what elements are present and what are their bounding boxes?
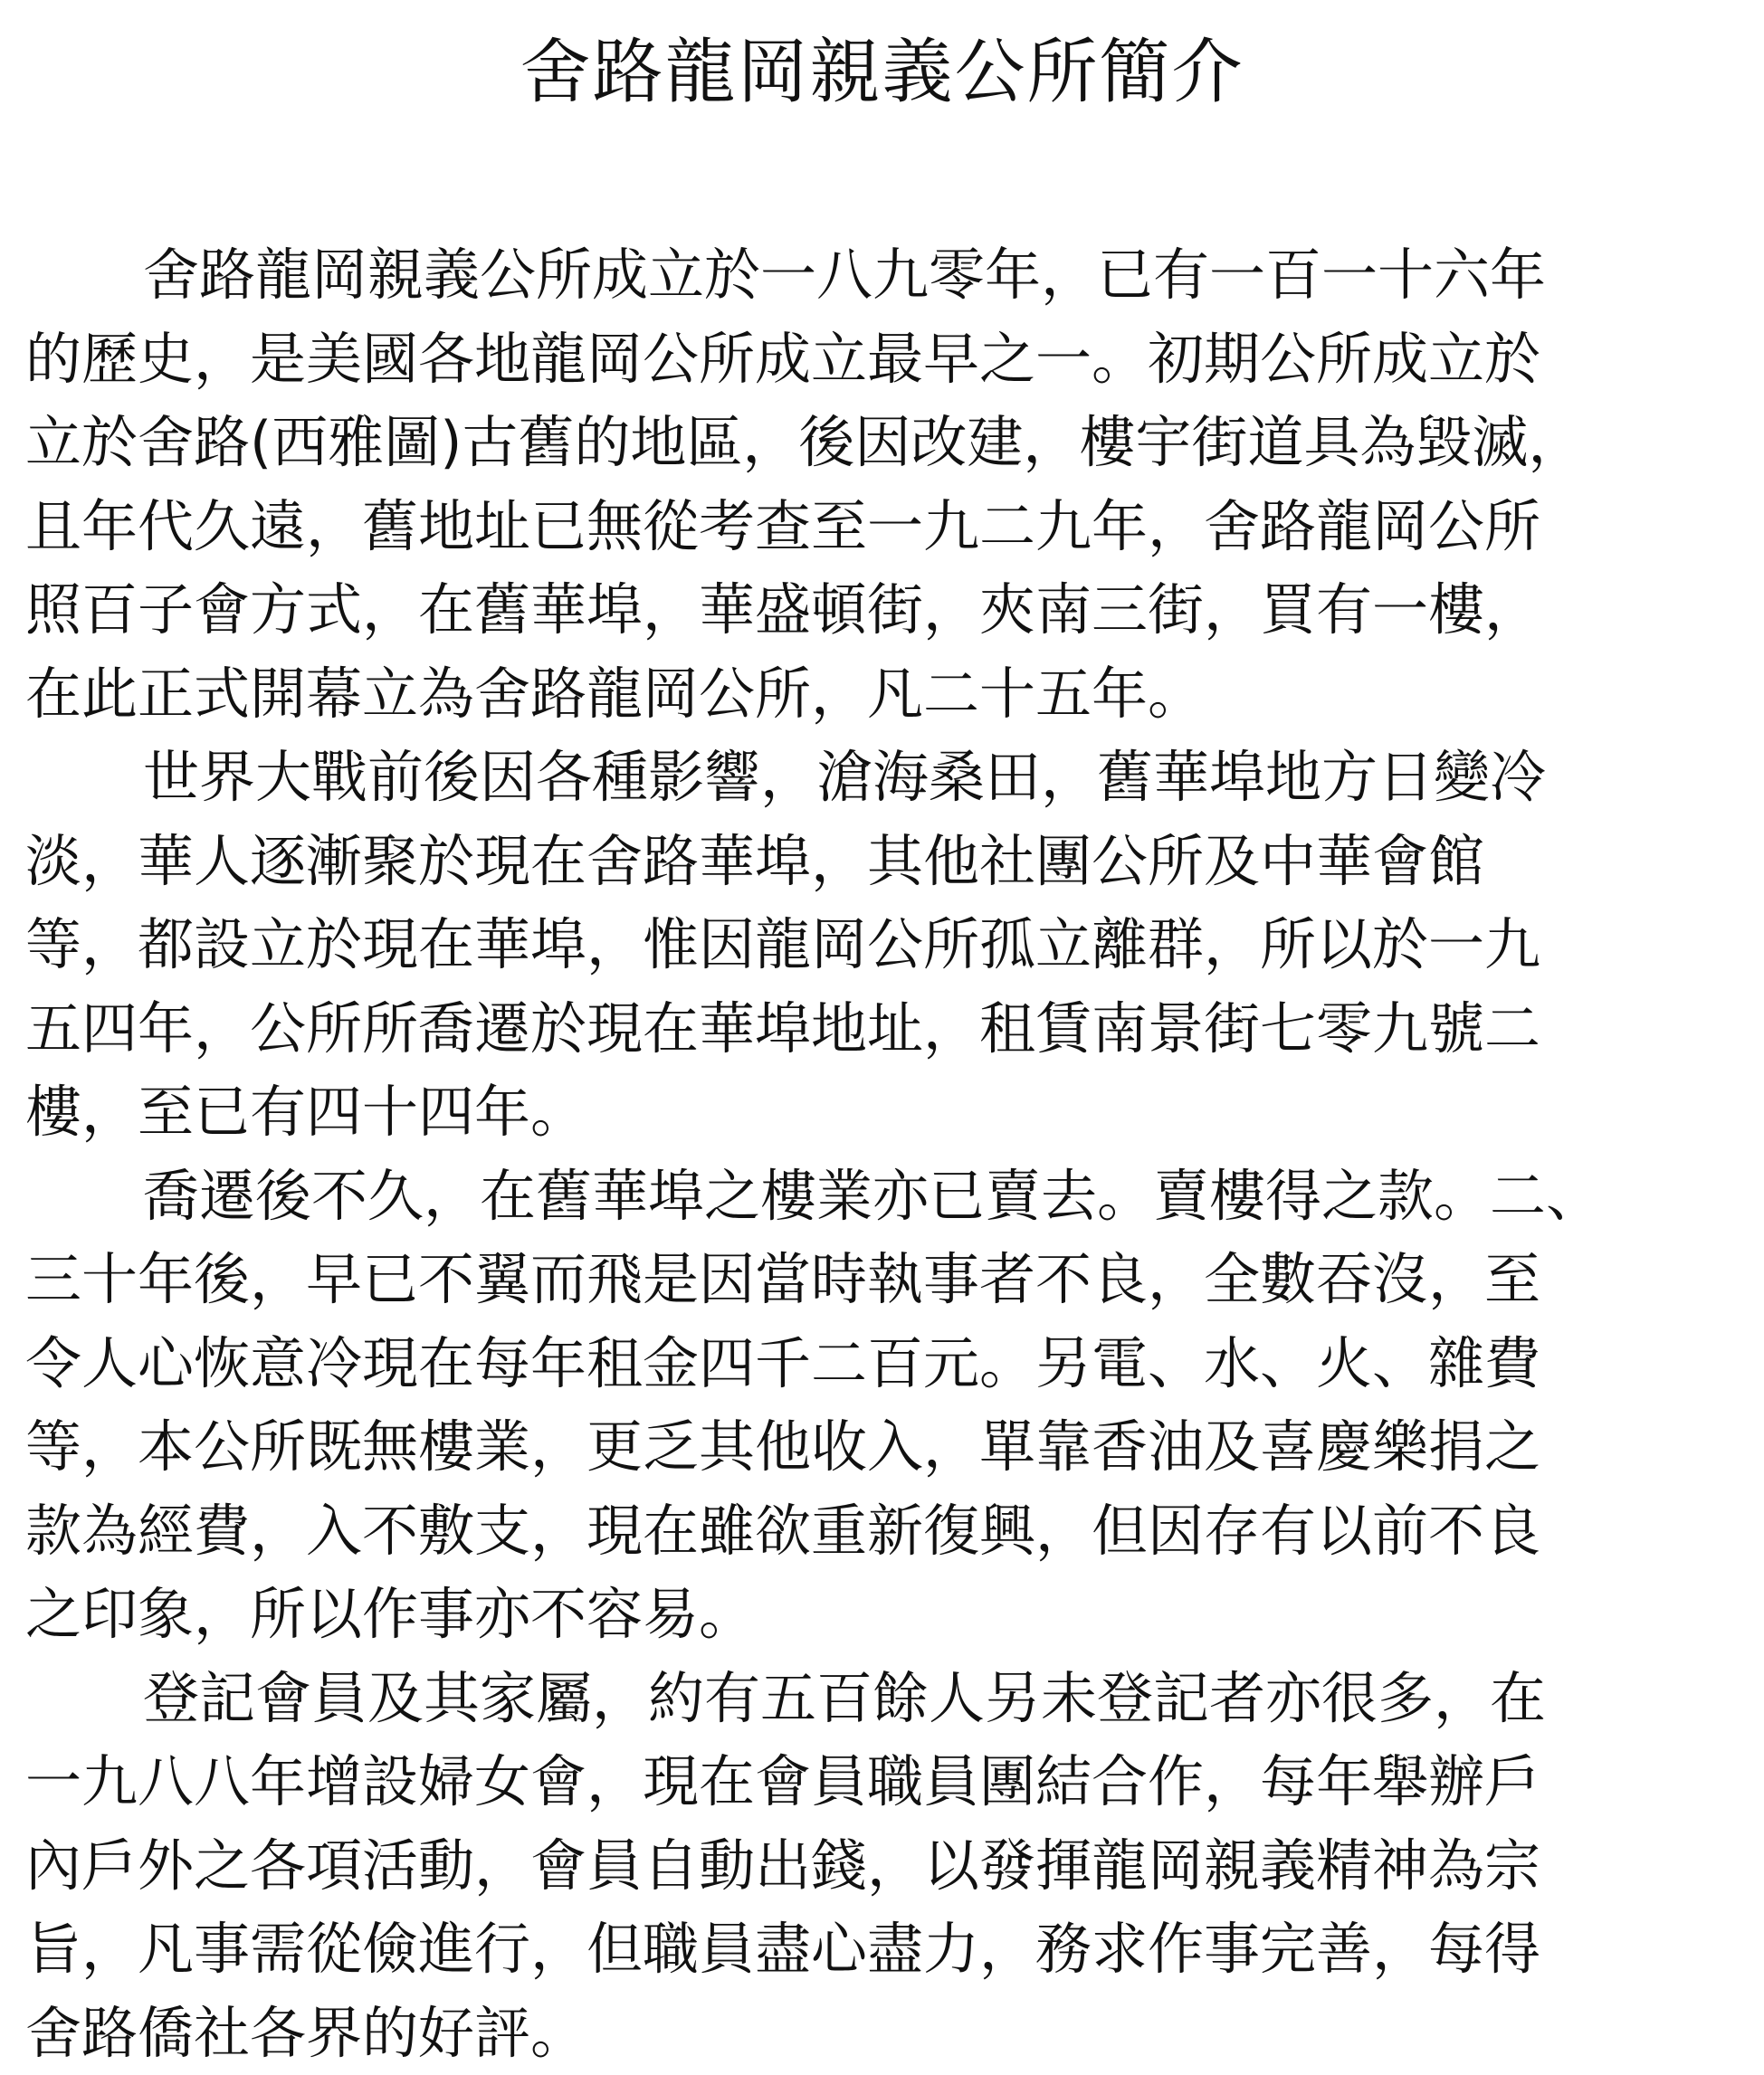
body-text-line: 五四年，公所所喬遷於現在華埠地址，租賃南景街七零九號二 [25,987,1739,1071]
body-text-line: 登記會員及其家屬，約有五百餘人另未登記者亦很多，在 [25,1657,1739,1741]
body-text-line: 淡，華人逐漸聚於現在舍路華埠，其他社團公所及中華會館 [25,820,1739,904]
document-title: 舍路龍岡親義公所簡介 [25,27,1739,118]
body-text-line: 立於舍路(西雅圖)古舊的地區，後因改建，樓宇街道具為毀滅， [25,401,1739,485]
body-text-line: 內戶外之各項活動，會員自動出錢，以發揮龍岡親義精神為宗 [25,1824,1739,1908]
body-text-line: 的歷史，是美國各地龍岡公所成立最早之一。初期公所成立於 [25,318,1739,402]
body-text-line: 令人心恢意冷現在每年租金四千二百元。另電、水、火、雜費 [25,1322,1739,1406]
body-text-line: 旨，凡事需從儉進行，但職員盡心盡力，務求作事完善，每得 [25,1908,1739,1992]
body-text-line: 且年代久遠，舊地址已無從考查至一九二九年，舍路龍岡公所 [25,485,1739,569]
body-text-line: 等，本公所既無樓業，更乏其他收入，單靠香油及喜慶樂捐之 [25,1405,1739,1490]
body-text-line: 在此正式開幕立為舍路龍岡公所，凡二十五年。 [25,652,1739,737]
body-text-line: 喬遷後不久，在舊華埠之樓業亦已賣去。賣樓得之款。二、 [25,1155,1739,1239]
body-text-line: 之印象，所以作事亦不容易。 [25,1573,1739,1657]
body-text-line: 照百子會方式，在舊華埠，華盛頓街，夾南三街，買有一樓， [25,568,1739,652]
body-text-line: 舍路龍岡親義公所成立於一八九零年，已有一百一十六年 [25,233,1739,318]
body-text-line: 一九八八年增設婦女會，現在會員職員團結合作，每年舉辦戶 [25,1740,1739,1824]
body-text-line: 三十年後，早已不翼而飛是因當時執事者不良，全數吞沒，至 [25,1238,1739,1322]
body-text-line: 等，都設立於現在華埠，惟因龍岡公所孤立離群，所以於一九 [25,903,1739,987]
body-text-line: 世界大戰前後因各種影響，滄海桑田，舊華埠地方日變冷 [25,736,1739,820]
document-body [25,233,1739,2075]
body-text-line: 舍路僑社各界的好評。 [25,1992,1739,2075]
body-text-line: 款為經費，入不敷支，現在雖欲重新復興，但因存有以前不良 [25,1490,1739,1574]
body-text-line: 樓，至已有四十四年。 [25,1071,1739,1155]
